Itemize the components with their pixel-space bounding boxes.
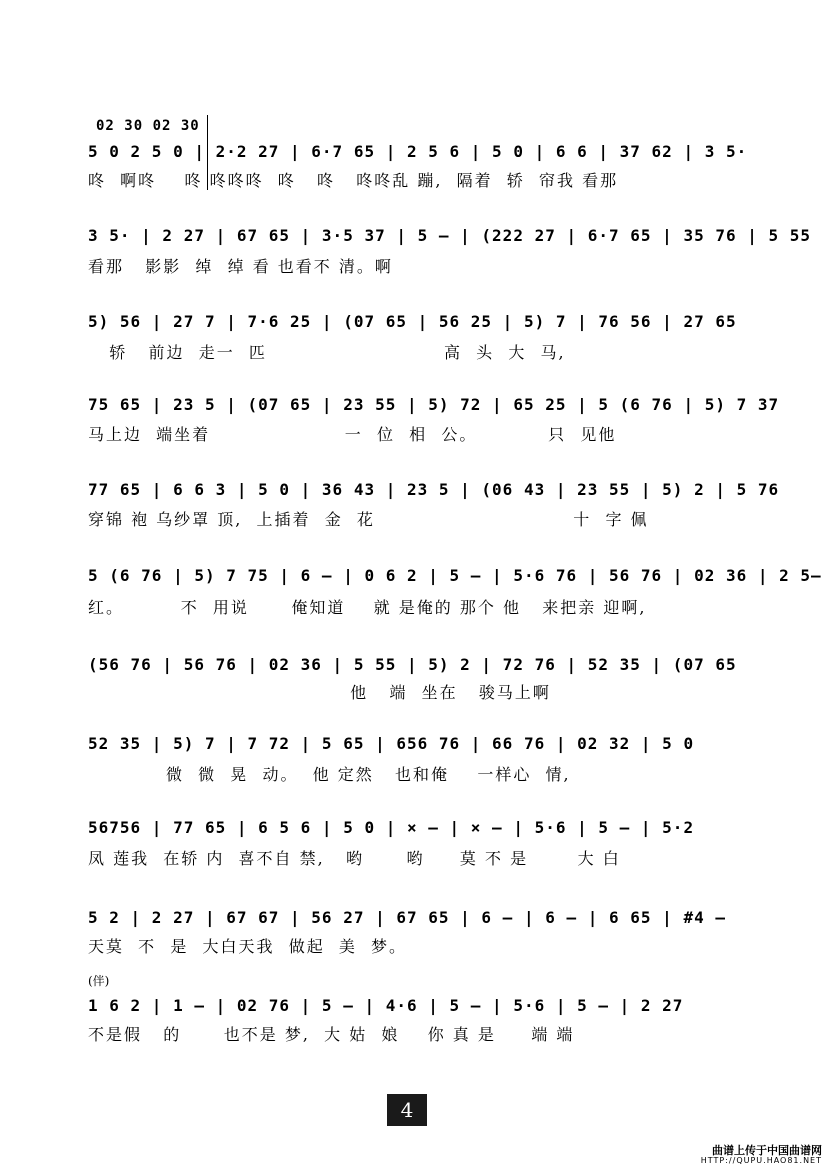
notation-line-2: 3 5· | 2 27 | 67 65 | 3·5 37 | 5 — | (222 27 | 6·7 65 | 35 76 | 5 55: [88, 226, 812, 245]
score-top-notes: 02 30 02 30: [96, 118, 200, 134]
lyric-line-4: 马上边 端坐着 一 位 相 公。 只 见他: [88, 425, 617, 444]
watermark: [701, 1145, 822, 1166]
notation-line-6: 5 (6 76 | 5) 7 75 | 6 — | 0 6 2 | 5 — | 5·6 76 | 56 76 | 02 36 | 2 5—: [88, 566, 822, 585]
notation-line-8: 52 35 | 5) 7 | 7 72 | 5 65 | 656 76 | 66 76 | 02 32 | 5 0: [88, 734, 695, 753]
lyric-line-3: 轿 前边 走一 匹 高 头 大 马,: [88, 343, 566, 362]
notation-line-3: 5) 56 | 27 7 | 7·6 25 | (07 65 | 56 25 | 5) 7 | 76 56 | 27 65: [88, 312, 737, 331]
lyric-line-11: 不是假 的 也不是 梦, 大 姑 娘 你 真 是 端 端: [88, 1025, 575, 1044]
lyric-line-7: 他 端 坐在 骏马上啊: [88, 683, 551, 702]
lyric-line-5: 穿锦 袍 乌纱罩 顶, 上插着 金 花 十 字 佩: [88, 510, 649, 529]
watermark-line-1: 曲谱上传于中国曲谱网: [712, 1144, 822, 1157]
notation-line-11: 1 6 2 | 1 — | 02 76 | 5 — | 4·6 | 5 — | 5·6 | 5 — | 2 27: [88, 996, 684, 1015]
lyric-line-1: 咚 啊咚 咚 咚咚咚 咚 咚 咚咚乱 蹦, 隔着 轿 帘我 看那: [88, 171, 619, 190]
watermark-line-2: HTTP://QUPU.HAO81.NET: [700, 1156, 822, 1166]
notation-line-4: 75 65 | 23 5 | (07 65 | 23 55 | 5) 72 | 65 25 | 5 (6 76 | 5) 7 37: [88, 395, 780, 414]
lyric-line-2: 看那 影影 绰 绰 看 也看不 清。啊: [88, 257, 393, 276]
notation-line-9: 56756 | 77 65 | 6 5 6 | 5 0 | × — | × — | 5·6 | 5 — | 5·2: [88, 818, 695, 837]
notation-line-7: (56 76 | 56 76 | 02 36 | 5 55 | 5) 2 | 72 76 | 52 35 | (07 65: [88, 655, 737, 674]
lyric-line-10: 天莫 不 是 大白天我 做起 美 梦。: [88, 937, 408, 956]
lyric-line-9: 凤 莲我 在轿 内 喜不自 禁, 哟 哟 莫 不 是 大 白: [88, 849, 621, 868]
page-number: 4: [387, 1094, 427, 1126]
accompaniment-label: (伴): [88, 974, 110, 988]
notation-line-1: 5 0 2 5 0 | 2·2 27 | 6·7 65 | 2 5 6 | 5 0 | 6 6 | 37 62 | 3 5·: [88, 142, 748, 161]
lyric-line-8: 微 微 晃 动。 他 定然 也和俺 一样心 情,: [88, 765, 571, 784]
lyric-line-6: 红。 不 用说 俺知道 就 是俺的 那个 他 来把亲 迎啊,: [88, 598, 647, 617]
notation-line-10: 5 2 | 2 27 | 67 67 | 56 27 | 67 65 | 6 — | 6 — | 6 65 | #4 —: [88, 908, 726, 927]
notation-line-5: 77 65 | 6 6 3 | 5 0 | 36 43 | 23 5 | (06 43 | 23 55 | 5) 2 | 5 76: [88, 480, 780, 499]
